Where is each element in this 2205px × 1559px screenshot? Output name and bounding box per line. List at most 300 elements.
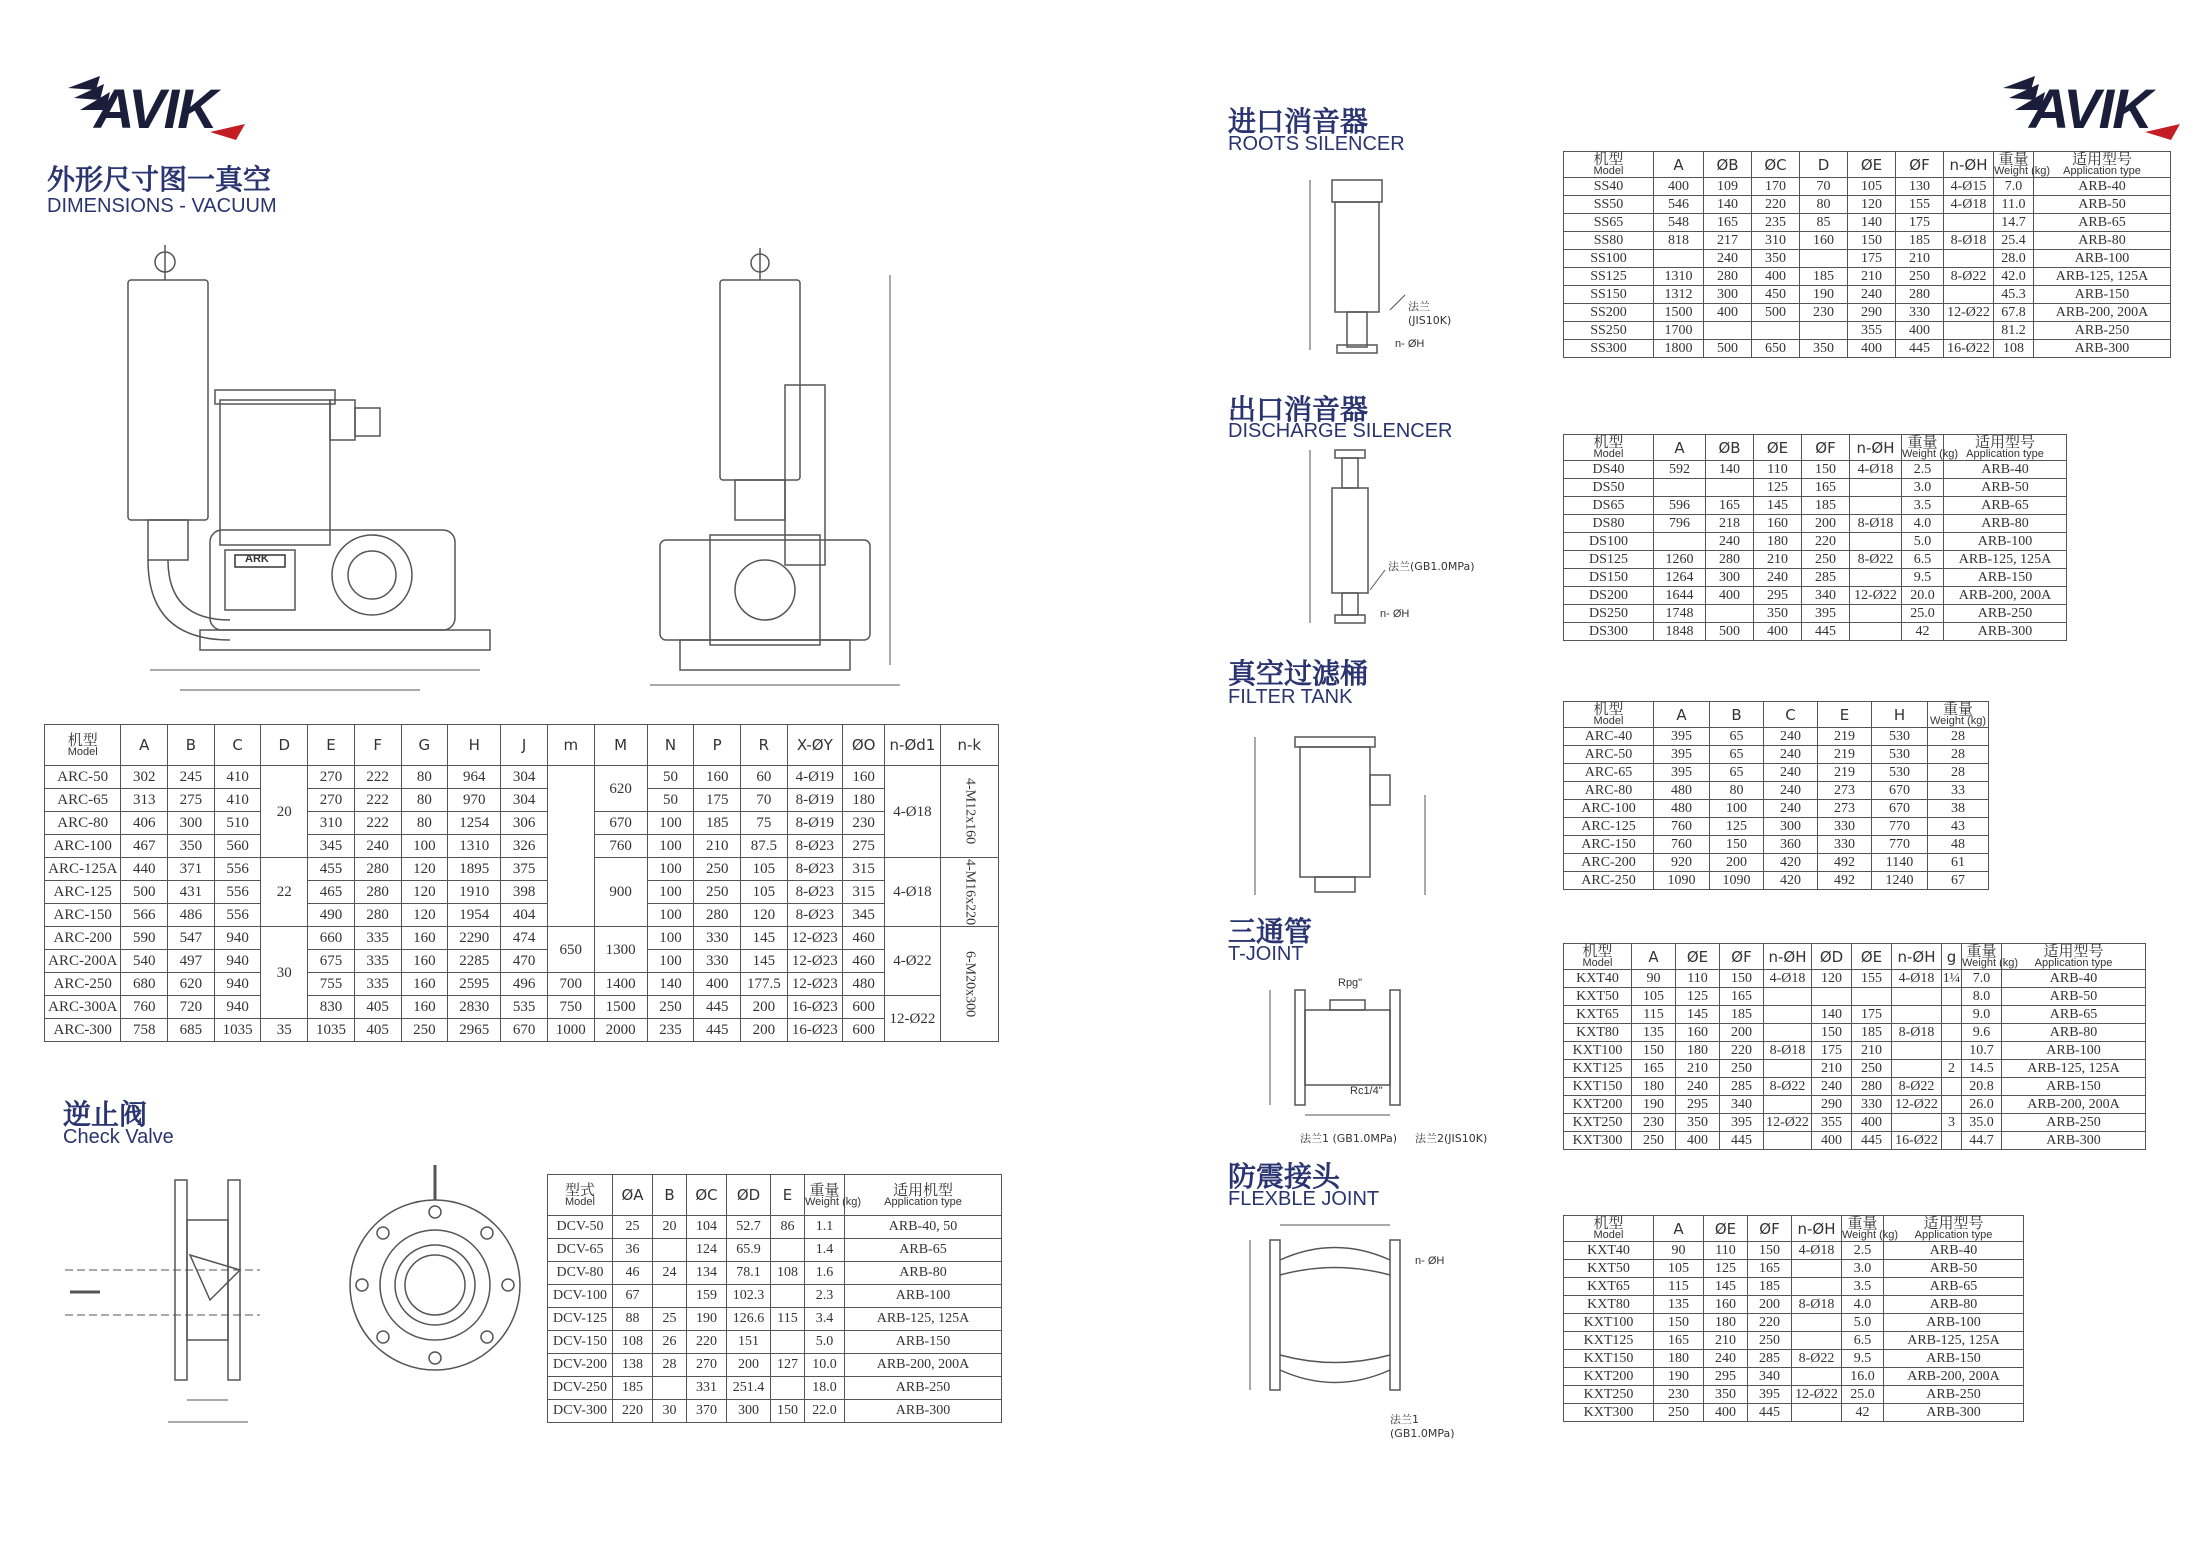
table-cell: 2830 — [448, 996, 501, 1019]
table-cell — [1942, 1042, 1962, 1060]
table-cell: 1000 — [547, 1019, 594, 1042]
table-row — [1564, 1024, 2146, 1042]
table-cell: 25.4 — [1994, 232, 2034, 250]
table-cell: 700 — [547, 973, 594, 996]
table-cell: 280 — [354, 904, 401, 927]
table-cell: 460 — [842, 927, 884, 950]
table-cell: 120 — [1812, 970, 1852, 988]
table-cell: 100 — [401, 835, 448, 858]
table-cell: 1310 — [448, 835, 501, 858]
table-cell: 4-Ø15 — [1944, 178, 1994, 196]
table-cell: 165 — [1706, 497, 1754, 515]
table-cell: 420 — [1764, 872, 1818, 890]
table-cell: 1312 — [1654, 286, 1704, 304]
discharge-silencer-title-en: DISCHARGE SILENCER — [1228, 420, 1453, 442]
table-cell: 175 — [694, 789, 741, 812]
table-cell: 470 — [501, 950, 548, 973]
table-cell: KXT50 — [1564, 988, 1632, 1006]
table-cell: ARC-80 — [45, 812, 121, 835]
table-cell: KXT50 — [1564, 1260, 1654, 1278]
table-cell: 150 — [1654, 1314, 1704, 1332]
table-cell: 2290 — [448, 927, 501, 950]
table-cell: 26 — [653, 1331, 687, 1354]
table-row — [1564, 1242, 2024, 1260]
table-cell: 405 — [354, 996, 401, 1019]
table-cell: 250 — [1632, 1132, 1676, 1150]
table-cell: ARC-50 — [45, 766, 121, 789]
table-cell: 1090 — [1710, 872, 1764, 890]
check-valve-table — [547, 1174, 1002, 1423]
table-cell: 120 — [1848, 196, 1896, 214]
check-valve-front-drawing — [345, 1160, 525, 1400]
table-cell: 8-Ø23 — [787, 881, 842, 904]
table-cell: 22.0 — [805, 1400, 845, 1423]
table-cell: 1700 — [1654, 322, 1704, 340]
table-cell: 125 — [1754, 479, 1802, 497]
table-cell: 159 — [687, 1285, 727, 1308]
table-cell: 1.6 — [805, 1262, 845, 1285]
table-cell: 110 — [1704, 1242, 1748, 1260]
table-cell: 200 — [1720, 1024, 1764, 1042]
table-cell: 240 — [1764, 782, 1818, 800]
table-cell: ARC-300A — [45, 996, 121, 1019]
table-cell: 290 — [1812, 1096, 1852, 1114]
t-joint-drawing — [1230, 975, 1530, 1155]
table-cell: 3.5 — [1842, 1278, 1884, 1296]
table-row — [1564, 497, 2067, 515]
table-cell: 8-Ø23 — [787, 835, 842, 858]
table-cell: 306 — [501, 812, 548, 835]
table-row — [45, 1019, 999, 1042]
table-cell: 230 — [1632, 1114, 1676, 1132]
table-cell: 330 — [1896, 304, 1944, 322]
table-row — [45, 835, 999, 858]
table-cell: 28 — [1928, 728, 1989, 746]
table-cell: 20 — [261, 766, 308, 858]
table-cell: 11.0 — [1994, 196, 2034, 214]
table-cell: 165 — [1704, 214, 1752, 232]
table-cell: ARB-200, 200A — [1884, 1368, 2024, 1386]
table-cell — [1942, 1132, 1962, 1150]
table-cell: KXT125 — [1564, 1332, 1654, 1350]
table-cell — [1764, 1096, 1812, 1114]
table-cell: 240 — [354, 835, 401, 858]
table-cell: 350 — [1754, 605, 1802, 623]
table-cell: 175 — [1852, 1006, 1892, 1024]
table-row — [1564, 340, 2171, 358]
table-cell: 160 — [401, 927, 448, 950]
table-cell: 340 — [1802, 587, 1850, 605]
table-cell: 420 — [1764, 854, 1818, 872]
table-cell: 395 — [1654, 728, 1710, 746]
table-cell: 371 — [168, 858, 215, 881]
filter-tank-title-en: FILTER TANK — [1228, 686, 1353, 708]
table-cell: 4-Ø22 — [885, 927, 940, 996]
table-cell: 270 — [687, 1354, 727, 1377]
table-cell: 67 — [1928, 872, 1989, 890]
table-cell: 67 — [613, 1285, 653, 1308]
table-cell: 8-Ø19 — [787, 789, 842, 812]
table-cell: 110 — [1754, 461, 1802, 479]
table-cell: 1260 — [1654, 551, 1706, 569]
table-cell: 405 — [354, 1019, 401, 1042]
table-row — [1564, 746, 1989, 764]
table-cell: 445 — [1748, 1404, 1792, 1422]
table-cell: 7.0 — [1994, 178, 2034, 196]
table-cell: 125 — [1676, 988, 1720, 1006]
col-g: G — [401, 725, 448, 766]
table-cell: 355 — [1848, 322, 1896, 340]
table-cell: 14.5 — [1962, 1060, 2002, 1078]
table-cell: 42 — [1902, 623, 1944, 641]
table-cell: 8-Ø22 — [1792, 1350, 1842, 1368]
table-cell: 330 — [1818, 818, 1872, 836]
table-cell: 165 — [1632, 1060, 1676, 1078]
table-cell: 670 — [501, 1019, 548, 1042]
table-cell: ARB-50 — [2034, 196, 2171, 214]
table-cell: SS40 — [1564, 178, 1654, 196]
table-cell: DCV-250 — [548, 1377, 613, 1400]
tjoint-flange1-label: 法兰1 (GB1.0MPa) — [1300, 1132, 1398, 1145]
table-cell: 1300 — [594, 927, 647, 973]
table-cell: ARB-200, 200A — [845, 1354, 1002, 1377]
table-cell: 500 — [1706, 623, 1754, 641]
table-cell: 175 — [1848, 250, 1896, 268]
table-cell: 25.0 — [1842, 1386, 1884, 1404]
table-row — [1564, 764, 1989, 782]
table-cell: 760 — [1654, 836, 1710, 854]
table-cell: 2.5 — [1842, 1242, 1884, 1260]
table-cell: SS50 — [1564, 196, 1654, 214]
table-cell: DCV-65 — [548, 1239, 613, 1262]
table-row — [45, 766, 999, 789]
table-cell: 48 — [1928, 836, 1989, 854]
table-cell: 1¼ — [1942, 971, 1961, 986]
discharge-flange-label: 法兰(GB1.0MPa) — [1388, 560, 1475, 573]
table-cell: 18.0 — [805, 1377, 845, 1400]
table-cell: 20.8 — [1962, 1078, 2002, 1096]
table-cell: 300 — [1706, 569, 1754, 587]
table-cell: 326 — [501, 835, 548, 858]
table-cell: 222 — [354, 812, 401, 835]
table-row — [548, 1331, 1002, 1354]
table-cell: 556 — [214, 881, 261, 904]
table-row — [1564, 286, 2171, 304]
table-cell: DS125 — [1564, 551, 1654, 569]
table-cell: 760 — [1654, 818, 1710, 836]
discharge-silencer-title-cn: 出口消音器 — [1228, 393, 1369, 426]
table-cell: 70 — [741, 789, 788, 812]
table-cell — [1892, 988, 1942, 1006]
table-cell: 796 — [1654, 515, 1706, 533]
table-cell: 65 — [1710, 764, 1764, 782]
table-cell: 400 — [1752, 268, 1800, 286]
table-row — [45, 812, 999, 835]
table-cell: 25.0 — [1902, 605, 1944, 623]
table-cell — [1944, 250, 1994, 268]
table-cell — [1944, 286, 1994, 304]
table-cell: 280 — [354, 881, 401, 904]
table-cell: 273 — [1818, 800, 1872, 818]
table-cell — [1654, 250, 1704, 268]
table-cell: 185 — [1852, 1024, 1892, 1042]
table-row — [1564, 1042, 2146, 1060]
table-cell: 556 — [214, 904, 261, 927]
table-cell — [1792, 1368, 1842, 1386]
table-cell: 35 — [261, 1019, 308, 1042]
table-cell: 2285 — [448, 950, 501, 973]
table-cell: 60 — [741, 766, 788, 789]
table-cell: 240 — [1764, 800, 1818, 818]
table-cell: 8-Ø22 — [1764, 1078, 1812, 1096]
table-cell: 180 — [1654, 1350, 1704, 1368]
table-cell: DCV-300 — [548, 1400, 613, 1423]
table-cell: 400 — [1706, 587, 1754, 605]
table-cell: 251.4 — [727, 1377, 771, 1400]
table-cell: 4.0 — [1902, 515, 1944, 533]
table-cell: 548 — [1654, 214, 1704, 232]
table-cell: 150 — [771, 1400, 805, 1423]
table-cell: 145 — [741, 927, 788, 950]
table-cell: 3.0 — [1842, 1260, 1884, 1278]
table-cell: 104 — [687, 1216, 727, 1239]
table-cell: 280 — [1704, 268, 1752, 286]
table-cell: ARB-300 — [845, 1400, 1002, 1423]
table-cell: 474 — [501, 927, 548, 950]
table-cell: 126.6 — [727, 1308, 771, 1331]
table-cell — [1764, 988, 1812, 1006]
table-cell: 36 — [613, 1239, 653, 1262]
table-cell: ARC-150 — [1564, 836, 1654, 854]
table-header-row — [45, 725, 999, 766]
table-cell: 480 — [842, 973, 884, 996]
table-cell: 2 — [1942, 1060, 1962, 1078]
table-cell — [1800, 322, 1848, 340]
table-row — [548, 1239, 1002, 1262]
table-cell: DS65 — [1564, 497, 1654, 515]
table-cell: 240 — [1764, 764, 1818, 782]
table-cell: 220 — [613, 1400, 653, 1423]
table-cell — [1764, 1060, 1812, 1078]
table-cell: 88 — [613, 1308, 653, 1331]
table-cell: 445 — [1896, 340, 1944, 358]
table-cell: 30 — [653, 1400, 687, 1423]
table-cell: ARC-250 — [1564, 872, 1654, 890]
table-cell: 500 — [1752, 304, 1800, 322]
table-cell: 100 — [647, 812, 694, 835]
table-cell: 4-Ø19 — [787, 766, 842, 789]
table-cell: 8-Ø18 — [1792, 1296, 1842, 1314]
table-cell: ARB-65 — [1884, 1278, 2024, 1296]
table-cell: KXT300 — [1564, 1132, 1632, 1150]
table-cell: 1035 — [308, 1019, 355, 1042]
table-cell: 250 — [1720, 1060, 1764, 1078]
table-cell: 127 — [771, 1354, 805, 1377]
flex-nh-label: n- ØH — [1415, 1255, 1445, 1267]
table-cell — [771, 1377, 805, 1400]
table-cell: 395 — [1748, 1386, 1792, 1404]
table-cell — [1892, 1114, 1942, 1132]
table-cell: KXT250 — [1564, 1386, 1654, 1404]
table-cell: ARC-80 — [1564, 782, 1654, 800]
table-cell: 4-Ø18 — [885, 766, 940, 858]
table-cell: 486 — [168, 904, 215, 927]
table-cell: 120 — [401, 904, 448, 927]
table-cell — [771, 1331, 805, 1354]
table-cell: 530 — [1872, 764, 1928, 782]
table-cell: 61 — [1928, 854, 1989, 872]
table-cell: 280 — [354, 858, 401, 881]
table-cell: 304 — [501, 789, 548, 812]
table-cell: KXT250 — [1564, 1114, 1632, 1132]
table-cell: 10.7 — [1962, 1042, 2002, 1060]
table-cell: 290 — [1848, 304, 1896, 322]
col-p: P — [694, 725, 741, 766]
table-cell: 546 — [1654, 196, 1704, 214]
table-cell: 220 — [687, 1331, 727, 1354]
table-cell: 275 — [842, 835, 884, 858]
table-row — [1564, 872, 1989, 890]
table-cell: 1140 — [1872, 854, 1928, 872]
table-row — [1564, 988, 2146, 1006]
table-cell: 7.0 — [1962, 970, 2002, 988]
table-cell: 395 — [1654, 746, 1710, 764]
table-row — [1564, 551, 2067, 569]
table-cell: DS40 — [1564, 461, 1654, 479]
table-cell: ARC-100 — [1564, 800, 1654, 818]
table-cell — [1942, 1006, 1962, 1024]
table-cell: 135 — [1632, 1024, 1676, 1042]
table-cell: 65 — [1710, 728, 1764, 746]
tjoint-rpg-label: Rpg" — [1338, 977, 1363, 989]
table-cell: 67.8 — [1994, 304, 2034, 322]
table-cell: 160 — [401, 950, 448, 973]
table-cell — [1892, 1042, 1942, 1060]
table-cell: 340 — [1720, 1096, 1764, 1114]
table-cell: 145 — [741, 950, 788, 973]
table-cell: KXT65 — [1564, 1278, 1654, 1296]
table-cell: KXT150 — [1564, 1078, 1632, 1096]
table-cell: 105 — [1654, 1260, 1704, 1278]
table-cell — [1850, 623, 1902, 641]
table-cell: ARC-125 — [45, 881, 121, 904]
table-cell: 180 — [1704, 1314, 1748, 1332]
table-cell: 180 — [1632, 1078, 1676, 1096]
table-cell: ARB-250 — [1944, 605, 2067, 623]
table-cell: ARB-250 — [2002, 1114, 2146, 1132]
table-cell — [653, 1239, 687, 1262]
table-cell: 190 — [1800, 286, 1848, 304]
table-cell: KXT200 — [1564, 1096, 1632, 1114]
table-cell: 130 — [1896, 178, 1944, 196]
logo-text: AVIK — [2029, 77, 2151, 140]
table-cell: 35.0 — [1962, 1114, 2002, 1132]
table-cell: ARC-200 — [45, 927, 121, 950]
table-cell: 140 — [647, 973, 694, 996]
roots-silencer-table: 机型 Model A ØB ØC D ØE ØF n-ØH 重量 Weight (kg) 适用型号 Application type SS40 400 109 170 70 105 130 4-Ø15 7.0 ARB-40 SS50 546 140 220 80 120 155 4-Ø18 11.0 ARB-50 SS65 548 165 235 85 140 175 14.7 ARB-65 SS80 818 217 310 160 150 185 8-Ø18 25.4 ARB-80 SS100 240 350 175 210 28.0 ARB-100 SS125 1310 280 400 185 210 250 8-Ø22 42.0 ARB-125, 125A SS150 1312 300 450 190 240 280 45.3 ARB-150 SS200 1500 400 500 230 290 330 12-Ø22 67.8 ARB-200, 200A SS250 1700 355 400 81.2 ARB-250 SS300 1800 500 650 350 400 445 16-Ø22 108 ARB-300 — [1563, 151, 2171, 358]
table-row — [1564, 250, 2171, 268]
table-cell: 230 — [1800, 304, 1848, 322]
table-row — [1564, 1114, 2146, 1132]
table-row — [45, 996, 999, 1019]
table-cell: 8-Ø23 — [787, 904, 842, 927]
table-cell: 9.5 — [1842, 1350, 1884, 1368]
table-cell: 240 — [1848, 286, 1896, 304]
table-cell: 1848 — [1654, 623, 1706, 641]
table-cell: KXT125 — [1564, 1060, 1632, 1078]
table-cell: ARB-150 — [845, 1331, 1002, 1354]
table-cell: 547 — [168, 927, 215, 950]
table-cell: ARB-100 — [845, 1285, 1002, 1308]
table-cell: ARB-80 — [845, 1262, 1002, 1285]
table-cell — [1706, 605, 1754, 623]
roots-nh-label: n- ØH — [1395, 338, 1425, 350]
col-f: F — [354, 725, 401, 766]
table-cell: 50 — [647, 789, 694, 812]
table-cell: 250 — [1802, 551, 1850, 569]
table-cell — [771, 1239, 805, 1262]
table-cell: 755 — [308, 973, 355, 996]
table-cell: 87.5 — [741, 835, 788, 858]
table-cell: ARC-65 — [1564, 764, 1654, 782]
dimensions-title-cn: 外形尺寸图一真空 — [47, 163, 272, 196]
table-cell: 210 — [1848, 268, 1896, 286]
table-cell — [1942, 1078, 1962, 1096]
table-cell: 108 — [771, 1262, 805, 1285]
table-cell: 445 — [1720, 1132, 1764, 1150]
table-cell — [1850, 497, 1902, 515]
table-cell: 335 — [354, 973, 401, 996]
table-cell: 1254 — [448, 812, 501, 835]
table-cell: ARB-50 — [1884, 1260, 2024, 1278]
flex-joint-title-en: FLEXBLE JOINT — [1228, 1188, 1380, 1210]
table-cell: 410 — [214, 766, 261, 789]
table-cell: 400 — [1704, 304, 1752, 322]
dimensions-title-en: DIMENSIONS - VACUUM — [47, 195, 277, 217]
table-cell: 685 — [168, 1019, 215, 1042]
table-cell: ARB-150 — [1944, 569, 2067, 587]
table-cell: 330 — [694, 927, 741, 950]
table-cell: 497 — [168, 950, 215, 973]
table-cell: 9.0 — [1962, 1006, 2002, 1024]
table-cell — [1800, 250, 1848, 268]
table-cell: 240 — [1764, 728, 1818, 746]
table-cell: 2595 — [448, 973, 501, 996]
table-cell: 940 — [214, 950, 261, 973]
table-row — [1564, 232, 2171, 250]
table-cell: 165 — [1748, 1260, 1792, 1278]
table-cell — [1704, 322, 1752, 340]
table-cell — [1892, 1060, 1942, 1078]
table-cell — [1852, 988, 1892, 1006]
table-cell: ARC-100 — [45, 835, 121, 858]
table-cell: ARB-300 — [1944, 623, 2067, 641]
blower-front-view-drawing — [640, 245, 930, 705]
table-cell: 16-Ø23 — [787, 996, 842, 1019]
table-cell: ARB-150 — [1884, 1350, 2024, 1368]
table-cell: 310 — [1752, 232, 1800, 250]
table-cell: 185 — [1748, 1278, 1792, 1296]
table-row — [1564, 322, 2171, 340]
table-cell — [1792, 1332, 1842, 1350]
table-cell: 355 — [1812, 1114, 1852, 1132]
table-cell: 760 — [121, 996, 168, 1019]
table-cell: 12-Ø23 — [787, 950, 842, 973]
table-cell: 304 — [501, 766, 548, 789]
table-cell: 180 — [842, 789, 884, 812]
table-cell: 108 — [1994, 340, 2034, 358]
table-row — [1564, 1296, 2024, 1314]
